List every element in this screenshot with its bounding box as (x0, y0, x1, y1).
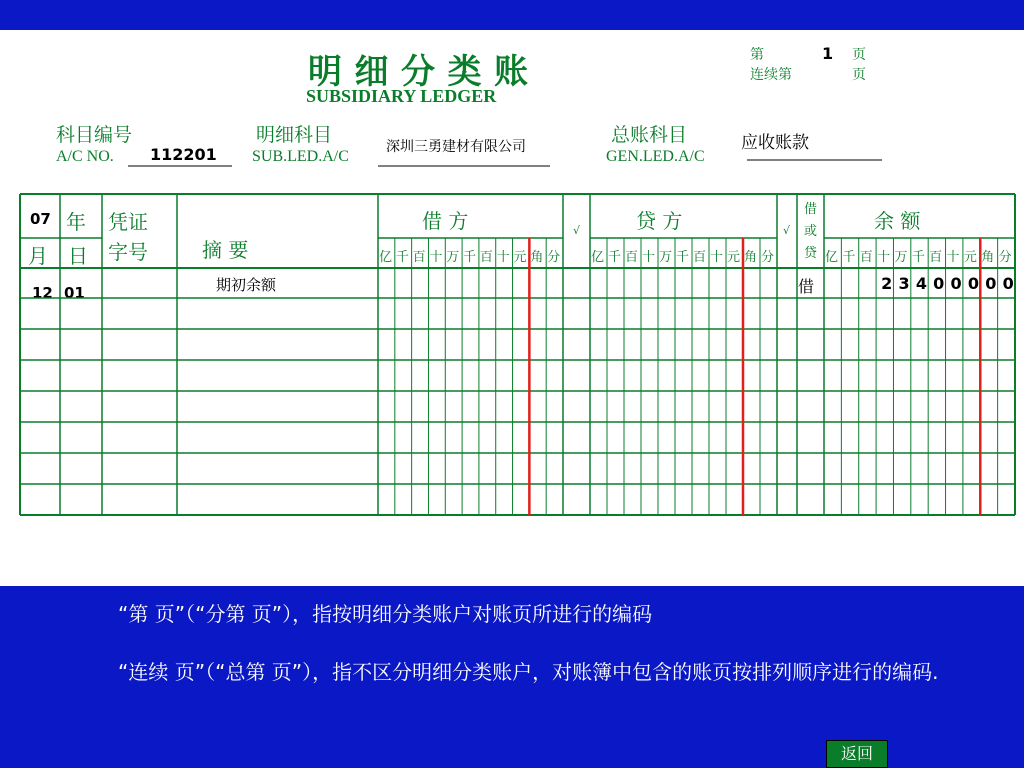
digit-header: 亿 (591, 250, 605, 265)
digit-header: 百 (929, 250, 943, 265)
balance-digit: 2 (881, 274, 893, 293)
digit-header: 十 (642, 250, 656, 265)
ledger-title-en: SUBSIDIARY LEDGER (306, 86, 497, 106)
digit-header: 十 (496, 250, 510, 265)
digit-header: 百 (479, 250, 493, 265)
balance-digit: 0 (1002, 274, 1014, 293)
debit-header: 借 方 (422, 209, 469, 233)
balance-header: 余 额 (874, 209, 921, 233)
digit-header: 千 (676, 250, 690, 265)
digit-header: 角 (744, 250, 758, 265)
voucher-header-line2: 字号 (108, 240, 148, 264)
digit-header: 百 (693, 250, 707, 265)
digit-header: 分 (547, 250, 561, 265)
balance-digit: 0 (933, 274, 945, 293)
summary-header: 摘 要 (202, 238, 249, 262)
debit-check-header: √ (573, 224, 581, 237)
digit-header: 亿 (825, 250, 839, 265)
row-summary: 期初余额 (216, 276, 277, 294)
digit-header: 元 (727, 250, 741, 265)
account-code-value: 112201 (150, 145, 217, 164)
digit-header: 十 (710, 250, 724, 265)
page-label: 第 (750, 47, 764, 63)
digit-header: 元 (963, 250, 977, 265)
balance-digit: 0 (985, 274, 997, 293)
digit-header: 百 (859, 250, 873, 265)
general-account-label-en: GEN.LED.A/C (606, 148, 705, 165)
voucher-header-line1: 凭证 (108, 210, 148, 234)
dc-header-1: 借 (804, 202, 818, 217)
digit-header: 元 (513, 250, 527, 265)
digit-header: 千 (395, 250, 409, 265)
sub-account-label-cn: 明细科目 (256, 124, 333, 146)
year-header: 年 (66, 210, 86, 234)
page-number: 1 (822, 44, 834, 63)
ledger-paper (0, 30, 1024, 586)
day-header: 日 (68, 244, 88, 268)
digit-header: 千 (911, 250, 925, 265)
digit-header: 亿 (379, 250, 393, 265)
credit-check-header: √ (783, 224, 791, 237)
sub-account-label-en: SUB.LED.A/C (252, 148, 349, 165)
page-unit: 页 (852, 47, 866, 63)
return-button[interactable]: 返回 (826, 740, 888, 768)
ledger-title-cn: 明 细 分 类 账 (308, 54, 530, 91)
row-month: 12 (32, 284, 53, 302)
digit-header: 十 (877, 250, 891, 265)
digit-header: 千 (463, 250, 477, 265)
continuous-page-label: 连续第 (750, 67, 792, 83)
digit-header: 千 (842, 250, 856, 265)
digit-header: 分 (998, 250, 1012, 265)
general-account-value: 应收账款 (741, 133, 809, 153)
year-number: 07 (30, 210, 51, 228)
dc-header-2: 或 (804, 224, 818, 239)
account-code-label-en: A/C NO. (56, 148, 114, 165)
digit-header: 万 (894, 250, 908, 265)
balance-digit: 3 (898, 274, 910, 293)
digit-header: 百 (412, 250, 426, 265)
balance-digit: 4 (915, 274, 927, 293)
note-line-2: “连续 页”（“总第 页”），指不区分明细分类账户，对账簿中包含的账页按排列顺序进行的编码. (118, 660, 939, 684)
digit-header: 十 (429, 250, 443, 265)
balance-digit: 0 (950, 274, 962, 293)
row-dc: 借 (798, 277, 815, 296)
digit-header: 角 (530, 250, 544, 265)
digit-header: 十 (946, 250, 960, 265)
month-header: 月 (28, 244, 48, 268)
note-line-1: “第 页”（“分第 页”），指按明细分类账户对账页所进行的编码 (118, 602, 653, 626)
general-account-label-cn: 总账科目 (611, 124, 688, 146)
digit-header: 万 (446, 250, 460, 265)
dc-header-3: 贷 (804, 246, 818, 261)
digit-header: 角 (981, 250, 995, 265)
digit-header: 千 (608, 250, 622, 265)
account-code-label-cn: 科目编号 (56, 124, 133, 146)
digit-header: 分 (761, 250, 775, 265)
continuous-page-unit: 页 (852, 67, 866, 83)
digit-header: 万 (659, 250, 673, 265)
sub-account-value: 深圳三勇建材有限公司 (386, 139, 526, 155)
row-day: 01 (64, 284, 85, 302)
balance-digit: 0 (967, 274, 980, 293)
credit-header: 贷 方 (636, 209, 683, 233)
digit-header: 百 (625, 250, 639, 265)
